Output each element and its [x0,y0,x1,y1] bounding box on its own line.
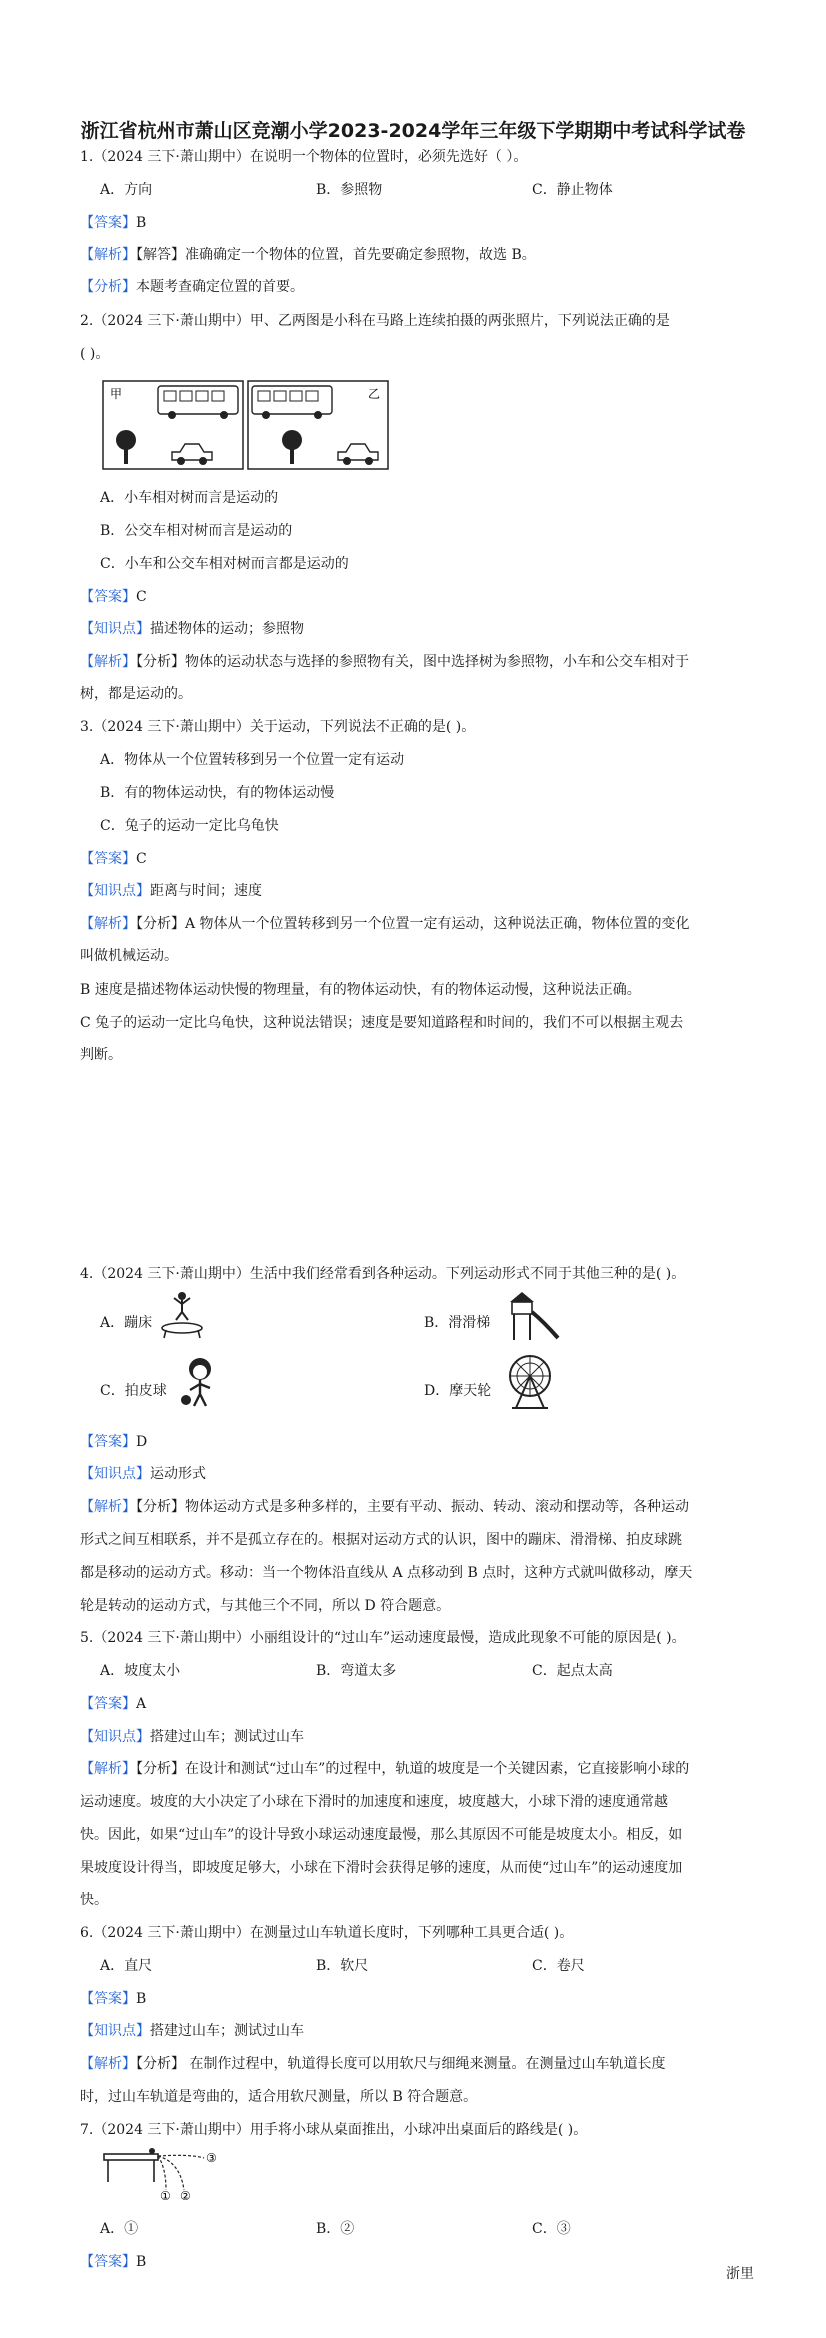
q2-answer [80,587,147,607]
answer-tag: 【答案】 [80,589,136,605]
q3-analysis-line4: C 兔子的运动一定比乌龟快，这种说法错误；速度是要知道路程和时间的，我们不可以根据主观去 [80,1015,684,1031]
q2-analysis [80,652,689,672]
fenxi-tag: 【分析】 [80,279,136,295]
path-mark-2: ② [180,2189,191,2200]
q2-knowledge [80,619,304,639]
q6-knowledge-text: 搭建过山车；测试过山车 [150,2023,304,2039]
q6-analysis [80,2054,665,2074]
q5-analysis [80,1759,689,1779]
q1-option-c: C．静止物体 [532,182,613,198]
q1-fenxi [80,277,304,297]
page-title: 浙江省杭州市萧山区竞潮小学2023-2024学年三年级下学期期中考试科学试卷 [80,120,746,142]
q4-answer-value: D [136,1434,148,1450]
q4-analysis-text: 【分析】物体运动方式是多种多样的，主要有平动、振动、转动、滚动和摆动等，各种运动 [136,1499,689,1515]
analysis-tag: 【解析】 [80,1761,136,1777]
q5-answer-value: A [136,1696,147,1712]
q4-analysis-line2: 形式之间互相联系，并不是孤立存在的。根据对运动方式的认识，图中的蹦床、滑滑梯、拍皮球跳 [80,1532,682,1548]
q5-knowledge [80,1727,304,1747]
q1-option-b: B．参照物 [316,182,383,198]
q4-analysis [80,1497,689,1517]
path-3 [158,2155,204,2158]
path-2 [158,2156,184,2190]
analysis-tag: 【解析】 [80,247,136,263]
q3-option-c: C．兔子的运动一定比乌龟快 [100,818,279,834]
q3-option-b: B．有的物体运动快，有的物体运动慢 [100,785,335,801]
q6-analysis-line2: 时，过山车轨道是弯曲的，适合用软尺测量，所以 B 符合题意。 [80,2089,478,2105]
q3-answer [80,849,147,869]
q5-answer [80,1694,146,1714]
q2-stem-line1: 2.（2024 三下·萧山期中）甲、乙两图是小科在马路上连续拍摄的两张照片，下列说法正确的是 [80,313,670,329]
q3-analysis [80,914,690,934]
q1-option-a: A．方向 [100,182,153,198]
q7-answer [80,2252,146,2272]
q7-option-a: A．① [100,2221,139,2237]
slide-icon [504,1288,560,1342]
q1-answer-value: B [136,215,147,231]
q5-stem: 5.（2024 三下·萧山期中）小丽组设计的“过山车”运动速度最慢，造成此现象不可能的原因是( )。 [80,1630,686,1646]
q4-analysis-line3: 都是移动的运动方式。移动：当一个物体沿直线从 A 点移动到 B 点时，这种方式就叫做移动，摩天 [80,1565,693,1581]
q1-stem: 1.（2024 三下·萧山期中）在说明一个物体的位置时，必须先选好（ ）。 [80,149,528,165]
ball-icon [149,2148,155,2154]
q4-stem: 4.（2024 三下·萧山期中）生活中我们经常看到各种运动。下列运动形式不同于其他三种的是( )。 [80,1266,686,1282]
q3-answer-value: C [136,851,147,867]
q7-option-b: B．② [316,2221,355,2237]
table-top [104,2154,158,2160]
q3-analysis-line2: 叫做机械运动。 [80,948,178,964]
q6-option-c: C．卷尺 [532,1958,585,1974]
q6-option-a: A．直尺 [100,1958,153,1974]
q3-knowledge-text: 距离与时间；速度 [150,883,262,899]
q6-option-b: B．软尺 [316,1958,369,1974]
q5-option-b: B．弯道太多 [316,1663,397,1679]
q7-stem: 7.（2024 三下·萧山期中）用手将小球从桌面推出，小球冲出桌面后的路线是( )。 [80,2122,588,2138]
q7-option-c: C．③ [532,2221,571,2237]
q6-knowledge [80,2021,304,2041]
bus-icon [158,386,238,419]
q4-knowledge [80,1464,206,1484]
q4-option-a: A．蹦床 [100,1315,153,1331]
q5-option-c: C．起点太高 [532,1663,613,1679]
q1-analysis-text: 【解答】准确确定一个物体的位置，首先要确定参照物，故选 B。 [136,247,536,263]
trampoline-icon [158,1290,208,1340]
ferris-wheel-icon [504,1352,556,1410]
q5-analysis-line2: 运动速度。坡度的大小决定了小球在下滑时的加速度和速度，坡度越大，小球下滑的速度通常越 [80,1794,668,1810]
q6-answer-value: B [136,1991,147,2007]
q6-analysis-text: 【分析】 在制作过程中，轨道得长度可以用软尺与细绳来测量。在测量过山车轨道长度 [136,2056,666,2072]
page-footer: 浙里 [726,2266,754,2282]
q4-answer [80,1432,147,1452]
q1-analysis [80,245,536,265]
q2-option-b: B．公交车相对树而言是运动的 [100,523,293,539]
answer-tag: 【答案】 [80,1696,136,1712]
knowledge-tag: 【知识点】 [80,621,150,637]
q2-knowledge-text: 描述物体的运动；参照物 [150,621,304,637]
answer-tag: 【答案】 [80,1434,136,1450]
q2-analysis-line2: 树，都是运动的。 [80,686,192,702]
knowledge-tag: 【知识点】 [80,2023,150,2039]
analysis-tag: 【解析】 [80,654,136,670]
q2-stem-line2: ( )。 [80,346,110,362]
knowledge-tag: 【知识点】 [80,1466,150,1482]
q4-option-c: C．拍皮球 [100,1383,167,1399]
q4-knowledge-text: 运动形式 [150,1466,206,1482]
table-trajectory-figure [100,2148,230,2200]
q6-answer [80,1989,146,2009]
knowledge-tag: 【知识点】 [80,1729,150,1745]
path-mark-3: ③ [206,2151,217,2165]
knowledge-tag: 【知识点】 [80,883,150,899]
q2-answer-value: C [136,589,147,605]
path-1 [158,2156,166,2190]
q1-fenxi-text: 本题考查确定位置的首要。 [136,279,304,295]
q2-option-c: C．小车和公交车相对树而言都是运动的 [100,556,349,572]
q3-stem: 3.（2024 三下·萧山期中）关于运动，下列说法不正确的是( )。 [80,719,476,735]
q3-knowledge [80,881,262,901]
q5-analysis-line3: 快。因此，如果“过山车”的设计导致小球运动速度最慢，那么其原因不可能是坡度太小。相反，如 [80,1827,683,1843]
answer-tag: 【答案】 [80,851,136,867]
q7-answer-value: B [136,2254,147,2270]
answer-tag: 【答案】 [80,1991,136,2007]
q5-analysis-text: 【分析】在设计和测试“过山车”的过程中，轨道的坡度是一个关键因素，它直接影响小球的 [136,1761,690,1777]
analysis-tag: 【解析】 [80,1499,136,1515]
photo-a-label: 甲 [110,387,123,401]
q4-analysis-line4: 轮是转动的运动方式，与其他三个不同，所以 D 符合题意。 [80,1598,451,1614]
q4-option-b: B．滑滑梯 [424,1315,491,1331]
q2-photo-figure [102,380,390,470]
q3-option-a: A．物体从一个位置转移到另一个位置一定有运动 [100,752,405,768]
q5-option-a: A．坡度太小 [100,1663,181,1679]
q5-analysis-line5: 快。 [80,1892,108,1908]
analysis-tag: 【解析】 [80,2056,136,2072]
q3-analysis-line3: B 速度是描述物体运动快慢的物理量，有的物体运动快，有的物体运动慢，这种说法正确。 [80,982,641,998]
q3-analysis-text: 【分析】A 物体从一个位置转移到另一个位置一定有运动，这种说法正确，物体位置的变化 [136,916,690,932]
q5-analysis-line4: 果坡度设计得当，即坡度足够大，小球在下滑时会获得足够的速度，从而使“过山车”的运动速度加 [80,1860,683,1876]
photo-b-label: 乙 [368,387,381,401]
q6-stem: 6.（2024 三下·萧山期中）在测量过山车轨道长度时，下列哪种工具更合适( )。 [80,1925,574,1941]
analysis-tag: 【解析】 [80,916,136,932]
q4-option-d: D．摩天轮 [424,1383,492,1399]
bus-icon [252,386,332,419]
q5-knowledge-text: 搭建过山车；测试过山车 [150,1729,304,1745]
answer-tag: 【答案】 [80,2254,136,2270]
q2-analysis-text: 【分析】物体的运动状态与选择的参照物有关，图中选择树为参照物，小车和公交车相对于 [136,654,689,670]
path-mark-1: ① [160,2189,171,2200]
bouncing-ball-icon [178,1356,222,1410]
q2-option-a: A．小车相对树而言是运动的 [100,490,279,506]
q3-analysis-line5: 判断。 [80,1047,122,1063]
q1-answer [80,213,146,233]
answer-tag: 【答案】 [80,215,136,231]
